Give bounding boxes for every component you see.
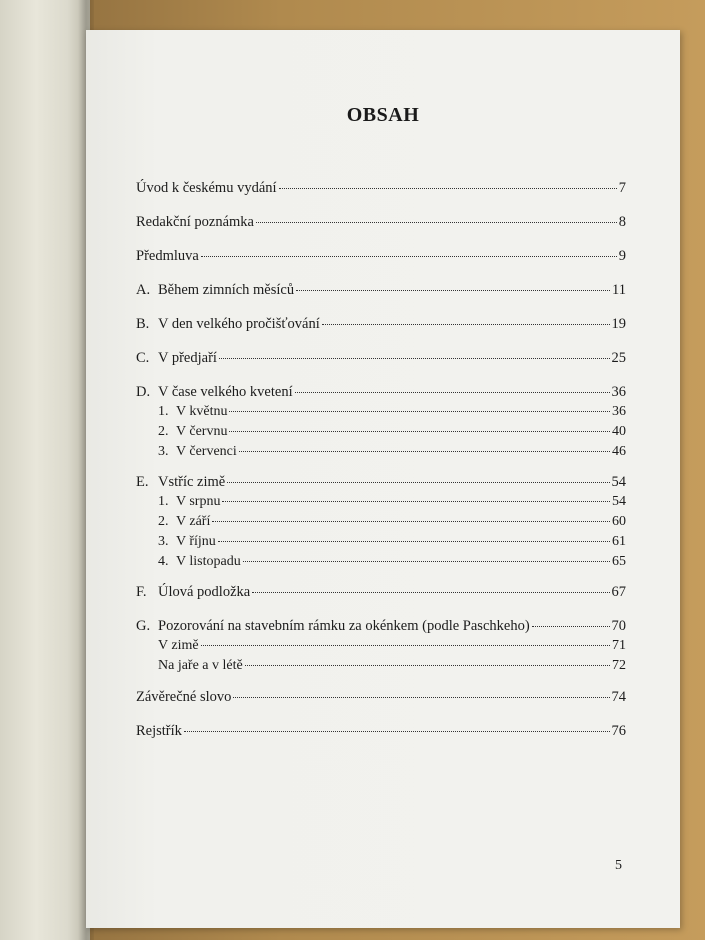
toc-entry-label: V čase velkého kvetení xyxy=(158,384,293,400)
toc-entry-number: 2. xyxy=(158,514,169,529)
dot-leader xyxy=(532,626,610,627)
toc-entry xyxy=(136,248,626,266)
toc-subentry xyxy=(136,424,626,442)
toc-entry-page: 60 xyxy=(612,514,626,529)
page-title: OBSAH xyxy=(346,104,420,126)
dot-leader xyxy=(229,431,610,432)
toc-subentry xyxy=(136,534,626,552)
toc-subentry xyxy=(136,514,626,532)
toc-entry xyxy=(136,384,626,402)
toc-entry-page: 70 xyxy=(611,618,626,634)
toc-entry-page: 65 xyxy=(612,554,626,569)
toc-entry-number: 2. xyxy=(158,424,169,439)
dot-leader xyxy=(245,665,610,666)
page-number: 5 xyxy=(615,858,622,873)
toc-subentry xyxy=(136,494,626,512)
toc-entry-page: 72 xyxy=(612,658,626,673)
toc-entry-label: V říjnu xyxy=(176,534,216,549)
toc-entry-label: V květnu xyxy=(176,404,228,419)
toc-entry-page: 54 xyxy=(612,494,626,509)
toc-entry-page: 25 xyxy=(611,350,626,366)
toc-entry-number: F. xyxy=(136,584,147,600)
toc-entry-page: 7 xyxy=(618,180,626,196)
toc-entry xyxy=(136,584,626,602)
toc-entry-page: 36 xyxy=(611,384,626,400)
dot-leader xyxy=(229,411,610,412)
dot-leader xyxy=(252,592,609,593)
dot-leader xyxy=(279,188,617,189)
toc-entry-number: 4. xyxy=(158,554,169,569)
dot-leader xyxy=(201,645,610,646)
toc-entry-label: Úvod k českému vydání xyxy=(136,180,277,196)
toc-entry-label: Vstříc zimě xyxy=(158,474,226,490)
toc-entry-label: Rejstřík xyxy=(136,723,182,739)
toc-entry-label: V zimě xyxy=(158,638,199,653)
toc-entry-label: V červnu xyxy=(176,424,228,439)
left-page-edge xyxy=(0,0,90,940)
toc-entry-label: Na jaře a v létě xyxy=(158,658,243,673)
toc-entry-number: 1. xyxy=(158,404,169,419)
toc-entry-label: V den velkého pročišťování xyxy=(158,316,320,332)
toc-entry-label: V listopadu xyxy=(176,554,241,569)
toc-entry-page: 11 xyxy=(612,282,626,298)
toc-entry-page: 74 xyxy=(611,689,626,705)
toc-entry-label: Redakční poznámka xyxy=(136,214,254,230)
dot-leader xyxy=(184,731,610,732)
dot-leader xyxy=(295,392,610,393)
toc-entry xyxy=(136,282,626,300)
toc-entry-number: A. xyxy=(136,282,151,298)
toc-entry-number: D. xyxy=(136,384,151,400)
toc-entry-page: 46 xyxy=(612,444,626,459)
toc-entry xyxy=(136,474,626,492)
toc-entry-page: 36 xyxy=(612,404,626,419)
dot-leader xyxy=(227,482,609,483)
toc-entry-page: 19 xyxy=(611,316,626,332)
dot-leader xyxy=(233,697,609,698)
toc-entry-number: 1. xyxy=(158,494,169,509)
toc-entry-page: 8 xyxy=(618,214,626,230)
toc-entry-page: 40 xyxy=(612,424,626,439)
toc-entry-number: B. xyxy=(136,316,150,332)
toc-entry-number: 3. xyxy=(158,534,169,549)
toc-entry-page: 71 xyxy=(612,638,626,653)
toc-entry-page: 61 xyxy=(612,534,626,549)
dot-leader xyxy=(219,358,610,359)
toc-subentry xyxy=(136,638,626,656)
toc-entry-number: C. xyxy=(136,350,150,366)
dot-leader xyxy=(239,451,610,452)
toc-entry-number: E. xyxy=(136,474,149,490)
toc-entry xyxy=(136,180,626,198)
toc-entry xyxy=(136,350,626,368)
toc-entry-label: V červenci xyxy=(176,444,237,459)
toc-entry-label: Pozorování na stavebním rámku za okénkem (podle Paschkeho) xyxy=(158,618,530,634)
toc-subentry xyxy=(136,554,626,572)
toc-entry-label: V září xyxy=(176,514,211,529)
toc-entry-label: V předjaří xyxy=(158,350,217,366)
toc-entry-page: 67 xyxy=(611,584,626,600)
toc-entry xyxy=(136,723,626,741)
toc-entry-number: G. xyxy=(136,618,151,634)
dot-leader xyxy=(218,541,610,542)
book-page xyxy=(86,30,680,928)
toc-subentry xyxy=(136,444,626,462)
toc-entry-label: Předmluva xyxy=(136,248,199,264)
toc-entry-number: 3. xyxy=(158,444,169,459)
toc-entry-label: Úlová podložka xyxy=(158,584,251,600)
dot-leader xyxy=(212,521,610,522)
toc-subentry xyxy=(136,404,626,422)
dot-leader xyxy=(256,222,617,223)
toc-entry-label: Během zimních měsíců xyxy=(158,282,295,298)
dot-leader xyxy=(222,501,610,502)
dot-leader xyxy=(296,290,610,291)
dot-leader xyxy=(322,324,610,325)
toc-entry-page: 54 xyxy=(611,474,626,490)
dot-leader xyxy=(201,256,617,257)
toc-entry xyxy=(136,316,626,334)
toc-entry-label: V srpnu xyxy=(176,494,221,509)
toc-subentry xyxy=(136,658,626,676)
dot-leader xyxy=(243,561,610,562)
toc-entry xyxy=(136,618,626,636)
toc-entry xyxy=(136,214,626,232)
toc-entry-page: 76 xyxy=(611,723,626,739)
toc-entry xyxy=(136,689,626,707)
toc-entry-page: 9 xyxy=(618,248,626,264)
toc-entry-label: Závěrečné slovo xyxy=(136,689,232,705)
